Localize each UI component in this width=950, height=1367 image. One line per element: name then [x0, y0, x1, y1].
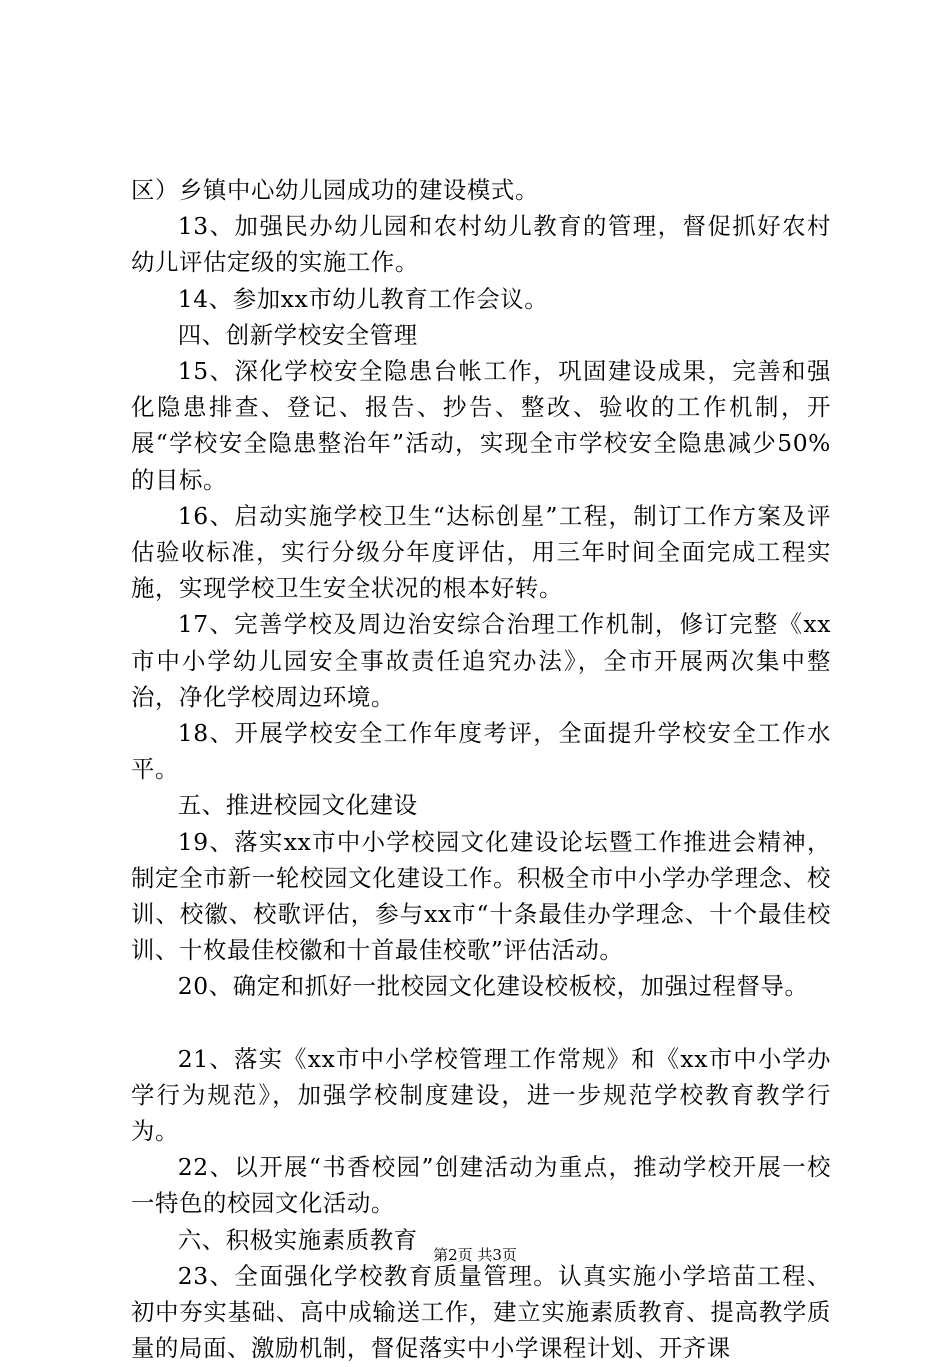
paragraph-item-23: 23、全面强化学校教育质量管理。认真实施小学培苗工程、初中夯实基础、高中成输送工作，建立实施素质教育、提高教学质量的局面、激励机制，督促落实中小学课程计划、开齐课: [131, 1261, 831, 1363]
page-footer: 第2页 共3页: [433, 1246, 517, 1264]
paragraph-item-15: 15、深化学校安全隐患台帐工作，巩固建设成果，完善和强化隐患排查、登记、报告、抄告、整改、验收的工作机制，开展“学校安全隐患整治年”活动，实现全市学校安全隐患减少50%的目标。: [131, 357, 831, 494]
section-heading-5: 五、推进校园文化建设: [177, 791, 418, 820]
paragraph-item-17: 17、完善学校及周边治安综合治理工作机制，修订完整《xx市中小学幼儿园安全事故责任追究办法》，全市开展两次集中整治，净化学校周边环境。: [131, 610, 831, 711]
paragraph-item-19: 19、落实xx市中小学校园文化建设论坛暨工作推进会精神，制定全市新一轮校园文化建设工作。积极全市中小学办学理念、校训、校徽、校歌评估，参与xx市“十条最佳办学理念、十个最佳校训、十枚最佳校徽和十首最佳校歌”评估活动。: [131, 827, 831, 965]
paragraph-continuation: 区）乡镇中心幼儿园成功的建设模式。: [131, 176, 539, 204]
paragraph-item-18: 18、开展学校安全工作年度考评，全面提升学校安全工作水平。: [131, 719, 831, 784]
section-heading-4: 四、创新学校安全管理: [177, 320, 418, 349]
paragraph-spacer: [131, 1005, 831, 1041]
paragraph-item-13: 13、加强民办幼儿园和农村幼儿教育的管理，督促抓好农村幼儿评估定级的实施工作。: [131, 212, 831, 277]
paragraph-item-22: 22、以开展“书香校园”创建活动为重点，推动学校开展一校一特色的校园文化活动。: [131, 1153, 831, 1218]
section-heading-6: 六、积极实施素质教育: [177, 1225, 418, 1254]
document-body: [131, 172, 831, 1367]
paragraph-item-21: 21、落实《xx市中小学校管理工作常规》和《xx市中小学办学行为规范》，加强学校制度建设，进一步规范学校教育教学行为。: [131, 1044, 831, 1146]
paragraph-item-16: 16、启动实施学校卫生“达标创星”工程，制订工作方案及评估验收标准，实行分级分年度评估，用三年时间全面完成工程实施，实现学校卫生安全状况的根本好转。: [131, 501, 831, 603]
paragraph-item-20: 20、确定和抓好一批校园文化建设校板校，加强过程督导。: [177, 972, 809, 1001]
paragraph-item-14: 14、参加xx市幼儿教育工作会议。: [177, 284, 549, 313]
